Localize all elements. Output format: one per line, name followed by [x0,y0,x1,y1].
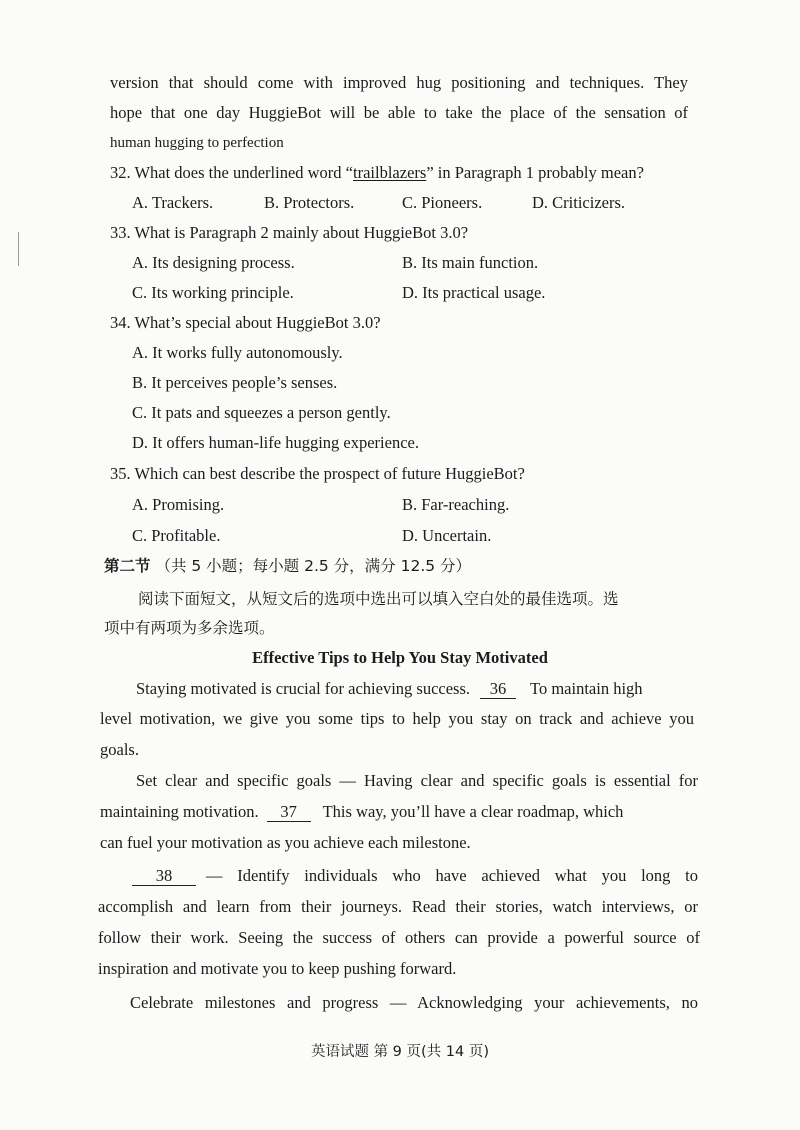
paragraph-3-text-a: — Identify individuals who have achieved what you long to [206,866,698,885]
paragraph-1-line-2: level motivation, we give you some tips to help you stay on track and achieve you [100,709,694,728]
page-footer: 英语试题 第 9 页(共 14 页) [310,1044,490,1060]
question-33-option-d[interactable]: D. Its practical usage. [402,283,546,302]
question-34-stem: 34. What’s special about HuggieBot 3.0? [110,313,381,332]
question-33-option-a[interactable]: A. Its designing process. [132,253,295,272]
paragraph-3-line-2: accomplish and learn from their journeys. Read their stories, watch interviews, or [98,897,698,916]
section-header [104,555,471,577]
question-32-option-a[interactable]: A. Trackers. [132,193,214,212]
blank-37[interactable]: 37 [267,803,311,822]
question-33-stem: 33. What is Paragraph 2 mainly about HuggieBot 3.0? [110,223,469,242]
question-35-option-d[interactable]: D. Uncertain. [402,526,492,545]
question-34-option-c[interactable]: C. It pats and squeezes a person gently. [132,403,391,422]
question-35-option-b[interactable]: B. Far-reaching. [402,495,510,514]
paragraph-2-text-a: maintaining motivation. [100,802,259,821]
question-33-option-c[interactable]: C. Its working principle. [132,283,294,302]
underlined-word: trailblazers [353,163,427,182]
paragraph-1-text-b: To maintain high [530,679,643,698]
passage-line-2: hope that one day HuggieBot will be able to take the place of the sensation of [110,103,688,122]
paragraph-2-line-2 [100,801,623,823]
paragraph-3-line-3: follow their work. Seeing the success of others can provide a powerful source of [98,928,700,947]
blank-36[interactable]: 36 [480,680,516,699]
passage-line-3: human hugging to perfection [110,135,284,151]
article-title: Effective Tips to Help You Stay Motivated [252,648,548,667]
question-32-option-c[interactable]: C. Pioneers. [402,193,483,212]
question-33-option-b[interactable]: B. Its main function. [402,253,539,272]
question-32-option-d[interactable]: D. Criticizers. [532,193,626,212]
section-scoring: （共 5 小题；每小题 2.5 分，满分 12.5 分） [155,557,472,575]
section-heading: 第二节 [104,557,151,575]
paragraph-2-line-3: can fuel your motivation as you achieve each milestone. [100,833,471,852]
margin-mark [18,232,19,266]
paragraph-2-text-b: This way, you’ll have a clear roadmap, which [322,802,624,821]
question-32-stem-post: ” in Paragraph 1 probably mean? [426,163,644,182]
paragraph-1-line-1 [136,678,643,700]
question-34-option-b[interactable]: B. It perceives people’s senses. [132,373,338,392]
blank-38[interactable]: 38 [132,867,196,886]
passage-line-1: version that should come with improved hug positioning and techniques. They [110,73,688,92]
question-34-option-a[interactable]: A. It works fully autonomously. [132,343,343,362]
question-32-stem [110,162,644,184]
paragraph-3-line-4: inspiration and motivate you to keep pushing forward. [98,959,457,978]
question-32-stem-pre: 32. What does the underlined word “ [110,163,354,182]
paragraph-4-line-1: Celebrate milestones and progress — Acknowledging your achievements, no [130,993,698,1012]
question-35-stem: 35. Which can best describe the prospect of future HuggieBot? [110,464,525,483]
paragraph-2-line-1: Set clear and specific goals — Having clear and specific goals is essential for [136,771,698,790]
question-32-option-b[interactable]: B. Protectors. [264,193,355,212]
question-35-option-a[interactable]: A. Promising. [132,495,225,514]
paragraph-3-line-1 [132,865,698,887]
question-35-option-c[interactable]: C. Profitable. [132,526,221,545]
section-instruction-line-1: 阅读下面短文，从短文后的选项中选出可以填入空白处的最佳选项。选 [138,590,619,608]
question-34-option-d[interactable]: D. It offers human-life hugging experience. [132,433,419,452]
paragraph-1-text-a: Staying motivated is crucial for achieving success. [136,679,471,698]
paragraph-1-line-3: goals. [100,740,139,759]
section-instruction-line-2: 项中有两项为多余选项。 [104,619,275,637]
